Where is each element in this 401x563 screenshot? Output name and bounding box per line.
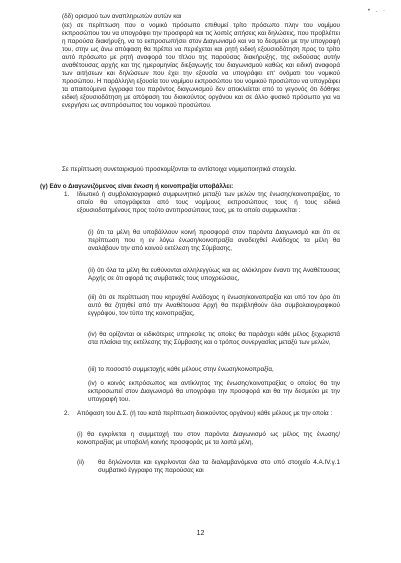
item-2-number: 2. (64, 410, 70, 417)
section-g-heading: (γ) Εάν ο Διαγωνιζόμενος είναι ένωση ή κοινοπραξία υποβάλλει: (40, 183, 234, 190)
sub-item-iv: (iv) θα ορίζονται οι ειδικότερες υπηρεσίες τις οποίες θα παράσχει κάθε μέλος ξεχωριστά στα πλαίσια της εκτέλεσης της Σύμβασης και ο τρόπος συνεργασίας μεταξύ των μελών, (88, 331, 340, 347)
item-2-sub-ii-number: (ii) (77, 459, 84, 466)
item-ee-last: Σε περίπτωση συνεταιρισμού προσκομίζονται τα αντίστοιχα νομιμοποιητικά στοιχεία. (62, 166, 297, 173)
corner-mark: • . · (367, 8, 387, 14)
page-number: 12 (196, 530, 205, 537)
item-2-text: Απόφαση του Δ.Σ. (ή του κατά περίπτωση διοικούντος οργάνου) κάθε μέλους με την οποία : (77, 410, 333, 417)
sub-item-i: (i) ότι τα μέλη θα υποβάλλουν κοινή προσφορά στον παρόντα Διαγωνισμό και ότι σε περίπτωση που η εν λόγω ένωση/κοινοπραξία αναδειχθεί Ανάδοχος τα μέλη θα αναλάβουν την από κοινού εκτέλεση της Σύμβασης, (88, 229, 340, 253)
item-2-sub-i: (i) θα εγκρίνεται η συμμετοχή του στον παρόντα Διαγωνισμό ως μέλος της ένωσης/κοινοπραξίας με υποβολή κοινής προσφοράς με τα λοιπά μέλη, (77, 431, 340, 447)
item-ee: (εε) σε περίπτωση που ο νομικό πρόσωπο επιθυμεί τρίτο πρόσωπο πλην του νομίμου εκπροσώπου του να υπογράφει την προσφορά και τις λοιπές αιτήσεις και δηλώσεις, που προβλέπει η παρούσα διακήρυξη, να το εκπροσωπήσει στον Διαγωνισμό και να το δεσμεύει με την υπογραφή του, στην ως άνω απόφαση θα πρέπει να περιέχεται και ρητή ειδική εξουσιοδότηση προς το τρίτο αυτό πρόσωπο με ρητή αναφορά του τίτλου της παρούσας διακήρυξης, της εκδούσας αυτήν αναθέτουσας αρχής και της ημερομηνίας διεξαγωγής του διαγωνισμού καθώς και ειδική αναφορά των αιτήσεων και δηλώσεων που έχει την εξουσία να υπογράφει επ' ονόματι του νομικού προσώπου. Η παράλληλη εξουσία του νομίμου εκπροσώπου του νομικού προσώπου να υπογράφει τα απαιτούμενα έγγραφα του παρόντος διαγωνισμού δεν αποκλείεται από το γεγονός ότι δόθηκε ειδική εξουσιοδότηση με απόφαση του διοικούντος οργάνου και σε άλλο φυσικό πρόσωπο για να ενεργήσει ως αντιπρόσωπος του νομικού προσώπου. (62, 22, 340, 110)
item-dd: (δδ) ορισμού των αναπληρωτών αυτών και (62, 13, 182, 20)
sub-item-ii: (ii) ότι όλα τα μέλη θα ευθύνονται αλληλεγγύως και εις ολόκληρον έναντι της Αναθέτουσας Αρχής σε ότι αφορά τις συμβατικές τους υποχρεώσεις, (88, 267, 340, 283)
item-2-sub-ii: θα δηλώνονται και εγκρίνονται όλα τα διαλαμβανόμενα στο υπό στοιχείο 4.Α.IV.γ.1 συμβατικό έγγραφο της παρούσας και (98, 459, 340, 475)
sub-item-vi: (iv) ο κοινός εκπρόσωπος και αντίκλητος της ένωσης/κοινοπραξίας ο οποίος θα την εκπροσωπεί στον Διαγωνισμό θα υπογράφει την προσφορά και θα την δεσμεύει με την υπογραφή του. (88, 380, 340, 404)
sub-item-iii: (iii) ότι σε περίπτωση που κηρυχθεί Ανάδοχος η ένωση/κοινοπραξία και υπό τον όρο ότι αυτό θα ζητηθεί από την Αναθέτουσα Αρχή θα περιβληθούν όλα συμβολαιογραφικού εγγράφου, τον τύπο της κοινοπραξίας, (88, 294, 340, 318)
item-1-number: 1. (64, 191, 70, 198)
item-1-text: Ιδιωτικό ή συμβολαιογραφικό συμφωνητικό μεταξύ των μελών της ένωσης/κοινοπραξίας, το οποίο θα υπογράφεται από τους νομίμους εκπροσώπους τους ή τους ειδικά εξουσιοδοτημένους προς τούτο αντιπροσώπους τους, με το οποίο συμφωνείται : (77, 191, 340, 215)
sub-item-v: (iii) το ποσοστό συμμετοχής κάθε μέλους στην ένωση/κοινοπραξία, (88, 366, 274, 373)
